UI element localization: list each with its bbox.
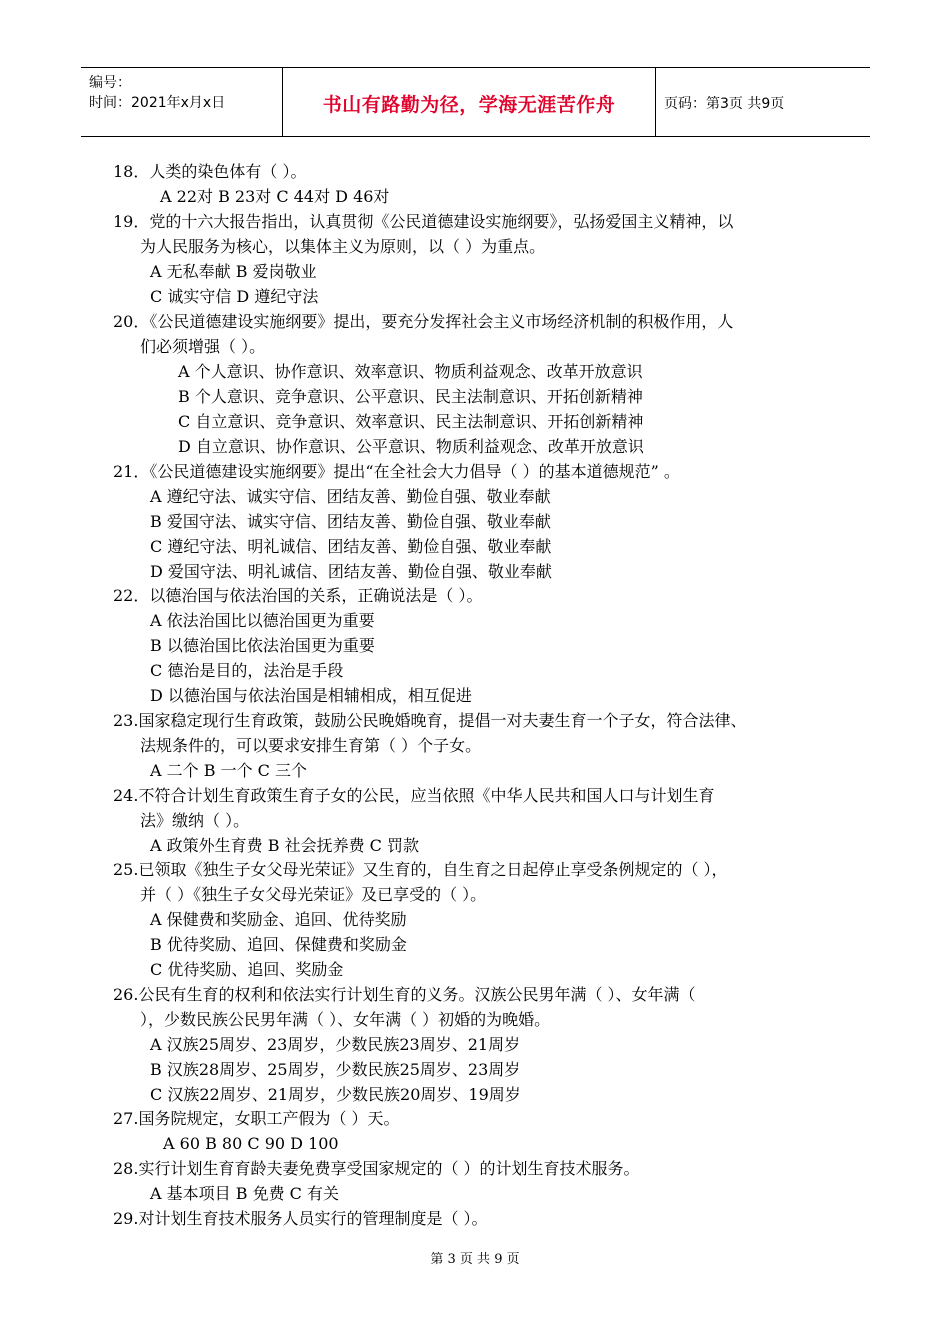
- question-26-cont: ），少数民族公民男年满（ ）、女年满（ ）初婚的为晚婚。: [140, 1010, 551, 1029]
- question-19-options-ab: A 无私奉献 B 爱岗敬业: [150, 262, 317, 281]
- question-21-option-c: C 遵纪守法、明礼诚信、团结友善、勤俭自强、敬业奉献: [150, 537, 552, 556]
- header-motto: 书山有路勤为径，学海无涯苦作舟: [322, 94, 616, 116]
- question-24: 24.不符合计划生育政策生育子女的公民，应当依照《中华人民共和国人口与计划生育: [113, 786, 715, 805]
- question-19-cont: 为人民服务为核心，以集体主义为原则，以（ ）为重点。: [140, 237, 546, 256]
- question-21: 21．《公民道德建设实施纲要》提出“在全社会大力倡导（ ）的基本道德规范” 。: [113, 462, 680, 481]
- document-date-label: 时间：2021年x月x日: [89, 95, 226, 111]
- question-20: 20．《公民道德建设实施纲要》提出，要充分发挥社会主义市场经济机制的积极作用，人: [113, 312, 734, 331]
- question-25: 25.已领取《独生子女父母光荣证》又生育的，自生育之日起停止享受条例规定的（ ），: [113, 860, 728, 879]
- question-22-option-a: A 依法治国比以德治国更为重要: [150, 611, 375, 630]
- question-25-option-b: B 优待奖励、追回、保健费和奖励金: [150, 935, 407, 954]
- question-25-option-a: A 保健费和奖励金、追回、优待奖励: [150, 910, 407, 929]
- question-24-options: A 政策外生育费 B 社会抚养费 C 罚款: [150, 836, 419, 855]
- header-page-info: 页码：第3页 共9页: [664, 96, 785, 112]
- question-26-option-a: A 汉族25周岁、23周岁，少数民族23周岁、21周岁: [150, 1035, 521, 1054]
- question-26-option-c: C 汉族22周岁、21周岁，少数民族20周岁、19周岁: [150, 1085, 521, 1104]
- question-23-cont: 法规条件的，可以要求安排生育第（ ）个子女。: [140, 736, 482, 755]
- question-18: 18．人类的染色体有（ ）。: [113, 162, 307, 181]
- question-29: 29.对计划生育技术服务人员实行的管理制度是（ ）。: [113, 1209, 488, 1228]
- question-28-options: A 基本项目 B 免费 C 有关: [150, 1184, 339, 1203]
- page-footer: 第 3 页 共 9 页: [430, 1252, 520, 1267]
- question-22-option-b: B 以德治国比依法治国更为重要: [150, 636, 375, 655]
- question-27-options: A 60 B 80 C 90 D 100: [163, 1134, 339, 1153]
- question-25-option-c: C 优待奖励、追回、奖励金: [150, 960, 344, 979]
- question-22-option-d: D 以德治国与依法治国是相辅相成，相互促进: [150, 686, 472, 705]
- question-19-options-cd: C 诚实守信 D 遵纪守法: [150, 287, 319, 306]
- question-21-option-a: A 遵纪守法、诚实守信、团结友善、勤俭自强、敬业奉献: [150, 487, 551, 506]
- question-20-option-b: B 个人意识、竞争意识、公平意识、民主法制意识、开拓创新精神: [178, 387, 643, 406]
- question-19: 19．党的十六大报告指出，认真贯彻《公民道德建设实施纲要》，弘扬爱国主义精神，以: [113, 212, 734, 231]
- question-26: 26.公民有生育的权利和依法实行计划生育的义务。汉族公民男年满（ ）、女年满（: [113, 985, 696, 1004]
- question-23-options: A 二个 B 一个 C 三个: [150, 761, 307, 780]
- question-20-option-a: A 个人意识、协作意识、效率意识、物质利益观念、改革开放意识: [178, 362, 643, 381]
- question-24-cont: 法》缴纳（ ）。: [140, 811, 250, 830]
- question-20-cont: 们必须增强（ ）。: [140, 337, 266, 356]
- question-20-option-d: D 自立意识、协作意识、公平意识、物质利益观念、改革开放意识: [178, 437, 644, 456]
- document-number-label: 编号：: [89, 75, 131, 91]
- question-21-option-b: B 爱国守法、诚实守信、团结友善、勤俭自强、敬业奉献: [150, 512, 551, 531]
- question-21-option-d: D 爱国守法、明礼诚信、团结友善、勤俭自强、敬业奉献: [150, 562, 552, 581]
- question-22-option-c: C 德治是目的，法治是手段: [150, 661, 344, 680]
- question-22: 22．以德治国与依法治国的关系，正确说法是（ ）。: [113, 586, 483, 605]
- question-28: 28.实行计划生育育龄夫妻免费享受国家规定的（ ）的计划生育技术服务。: [113, 1159, 640, 1178]
- question-20-option-c: C 自立意识、竞争意识、效率意识、民主法制意识、开拓创新精神: [178, 412, 644, 431]
- question-23: 23.国家稳定现行生育政策，鼓励公民晚婚晚育，提倡一对夫妻生育一个子女，符合法律、: [113, 711, 747, 730]
- question-18-options: A 22对 B 23对 C 44对 D 46对: [160, 187, 390, 206]
- question-27: 27.国务院规定，女职工产假为（ ）天。: [113, 1109, 400, 1128]
- question-25-cont: 并（ ）《独生子女父母光荣证》及已享受的（ ）。: [140, 885, 487, 904]
- question-26-option-b: B 汉族28周岁、25周岁，少数民族25周岁、23周岁: [150, 1060, 521, 1079]
